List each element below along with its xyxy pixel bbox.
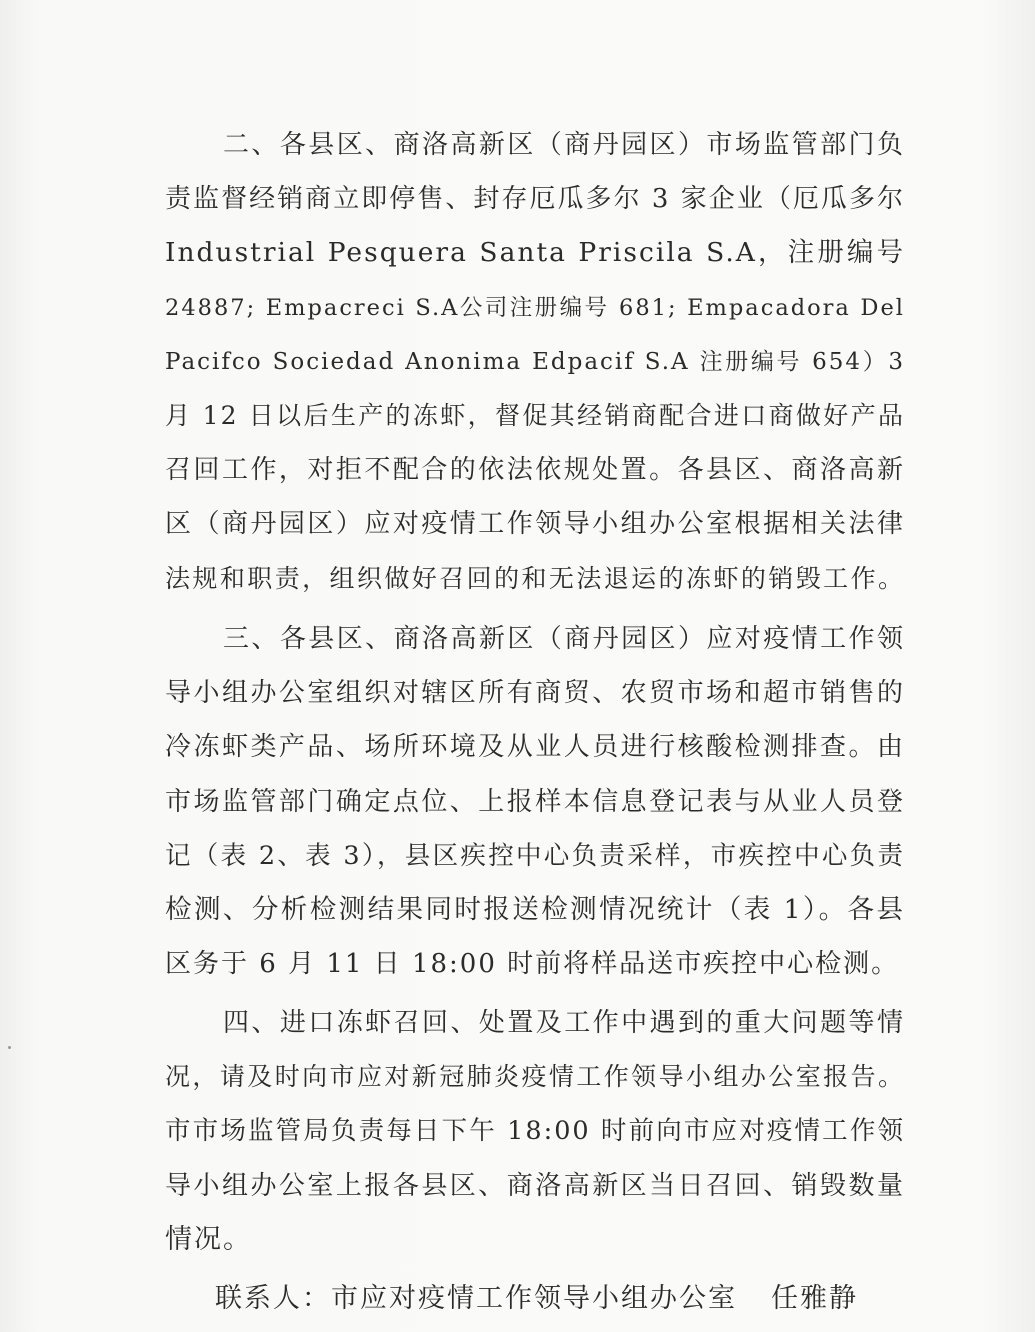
section-3-paragraph [165, 612, 905, 991]
text-line: 召回工作，对拒不配合的依法依规处置。各县区、商洛高新 [165, 455, 905, 486]
text-line: 二、各县区、商洛高新区（商丹园区）市场监管部门负 [223, 130, 905, 160]
section-2-paragraph [165, 118, 905, 606]
text-line: 市场监管部门确定点位、上报样本信息登记表与从业人员登 [165, 786, 905, 817]
contact-person: 任雅静 [771, 1283, 858, 1314]
text-line: 导小组办公室组织对辖区所有商贸、农贸市场和超市销售的 [165, 678, 905, 709]
text-line: 区（商丹园区）应对疫情工作领导小组办公室根据相关法律 [165, 509, 905, 540]
text-line: 况，请及时向市应对新冠肺炎疫情工作领导小组办公室报告。 [165, 1062, 905, 1092]
text-line: 四、进口冻虾召回、处置及工作中遇到的重大问题等情 [223, 1008, 905, 1038]
contact-office: 市应对疫情工作领导小组办公室 [331, 1283, 737, 1314]
contact-label: 联系人： [215, 1283, 331, 1314]
text-line: 三、各县区、商洛高新区（商丹园区）应对疫情工作领 [223, 624, 905, 654]
contact-line [215, 1272, 858, 1326]
text-line: 责监督经销商立即停售、封存厄瓜多尔 3 家企业（厄瓜多尔 [165, 184, 905, 215]
text-line: 情况。 [165, 1223, 252, 1255]
text-line: 导小组办公室上报各县区、商洛高新区当日召回、销毁数量 [165, 1170, 905, 1201]
text-line: 24887; Empacreci S.A公司注册编号 681; Empacadora Del [165, 294, 905, 321]
text-line: Pacifco Sociedad Anonima Edpacif S.A 注册编号 654）3 [165, 348, 905, 375]
text-line: Industrial Pesquera Santa Priscila S.A，注册编号 [165, 237, 905, 269]
text-line: 月 12 日以后生产的冻虾，督促其经销商配合进口商做好产品 [165, 400, 905, 430]
text-line: 记（表 2、表 3），县区疾控中心负责采样，市疾控中心负责 [165, 840, 905, 871]
text-line: 市市场监管局负责每日下午 18:00 时前向市应对疫情工作领 [165, 1116, 905, 1147]
text-line: 法规和职责，组织做好召回的和无法退运的冻虾的销毁工作。 [165, 563, 905, 593]
scan-speck [8, 1046, 11, 1049]
text-line: 检测、分析检测结果同时报送检测情况统计（表 1）。各县 [165, 893, 905, 925]
text-line: 区务于 6 月 11 日 18:00 时前将样品送市疾控中心检测。 [165, 949, 900, 980]
section-4-paragraph [165, 996, 905, 1267]
text-line: 冷冻虾类产品、场所环境及从业人员进行核酸检测排查。由 [165, 732, 905, 763]
